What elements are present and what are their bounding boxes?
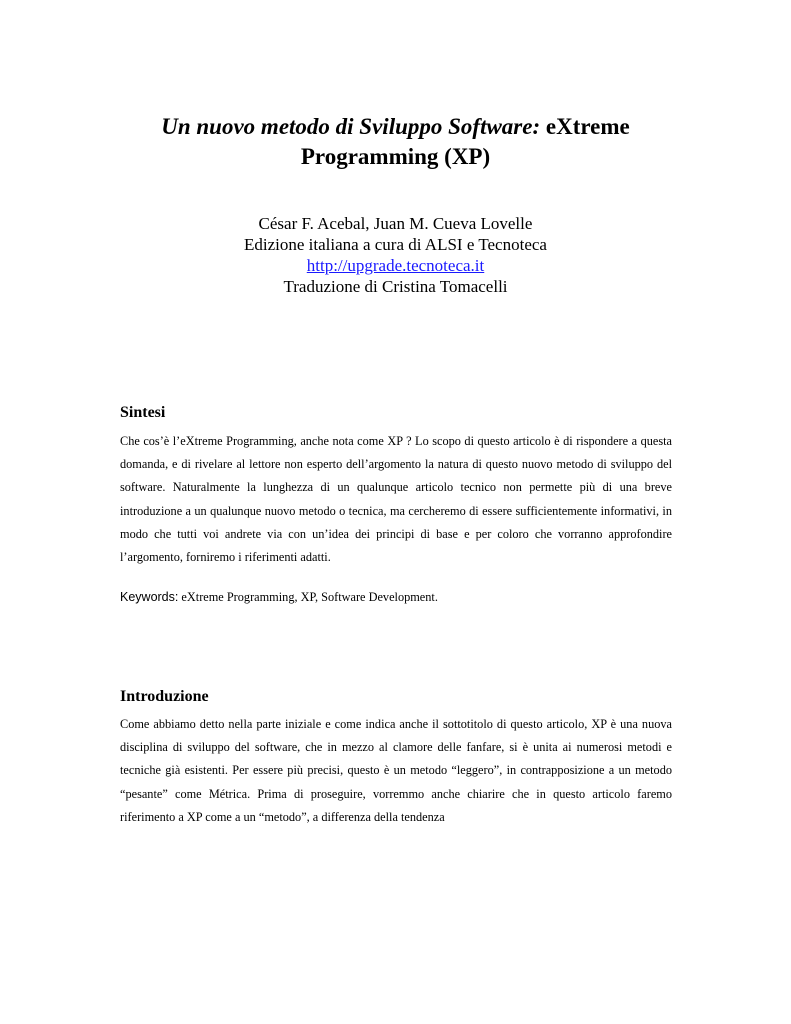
- website-link[interactable]: http://upgrade.tecnoteca.it: [306, 256, 485, 275]
- keywords-line: [120, 587, 438, 607]
- keywords-label: Keywords:: [120, 590, 179, 604]
- introduzione-paragraph: Come abbiamo detto nella parte iniziale e come indica anche il sottotitolo di questo articolo, XP è una nuova disciplina di sviluppo del software, che in mezzo al clamore delle fanfare, si è unita ai numerosi metodi e tecniche già esistenti. Per essere più precisi, questo è un metodo “leggero”, in contrapposizione a un metodo “pesante” come Métrica. Prima di proseguire, vorremmo anche chiarire che in questo articolo faremo riferimento a XP come a un “metodo”, a differenza della tendenza: [120, 717, 672, 824]
- translation-credit: Traduzione di Cristina Tomacelli: [283, 277, 508, 296]
- edition-credit: Edizione italiana a cura di ALSI e Tecnoteca: [244, 235, 547, 254]
- keywords-text: eXtreme Programming, XP, Software Development.: [178, 590, 438, 604]
- document-title: [100, 112, 691, 172]
- author-names: César F. Acebal, Juan M. Cueva Lovelle: [258, 214, 533, 233]
- author-block: [100, 213, 691, 297]
- introduzione-heading: Introduzione: [120, 688, 209, 705]
- title-italic: Un nuovo metodo di Sviluppo Software:: [161, 114, 541, 139]
- sintesi-heading: Sintesi: [120, 404, 166, 421]
- sintesi-paragraph: Che cos’è l’eXtreme Programming, anche nota come XP ? Lo scopo di questo articolo è di rispondere a questa domanda, e di rivelare al lettore non esperto dell’argomento la natura di questo nuovo metodo di sviluppo del software. Naturalmente la lunghezza di un qualunque articolo tecnico non permette più di una breve introduzione a un qualunque nuovo metodo o tecnica, ma cercheremo di essere sufficientemente informativi, in modo che tutti voi andrete via con un’idea dei principi di base e per coloro che vorranno approfondire l’argomento, forniremo i riferimenti adatti.: [120, 434, 672, 565]
- title-main: eXtreme Programming (XP): [300, 114, 630, 169]
